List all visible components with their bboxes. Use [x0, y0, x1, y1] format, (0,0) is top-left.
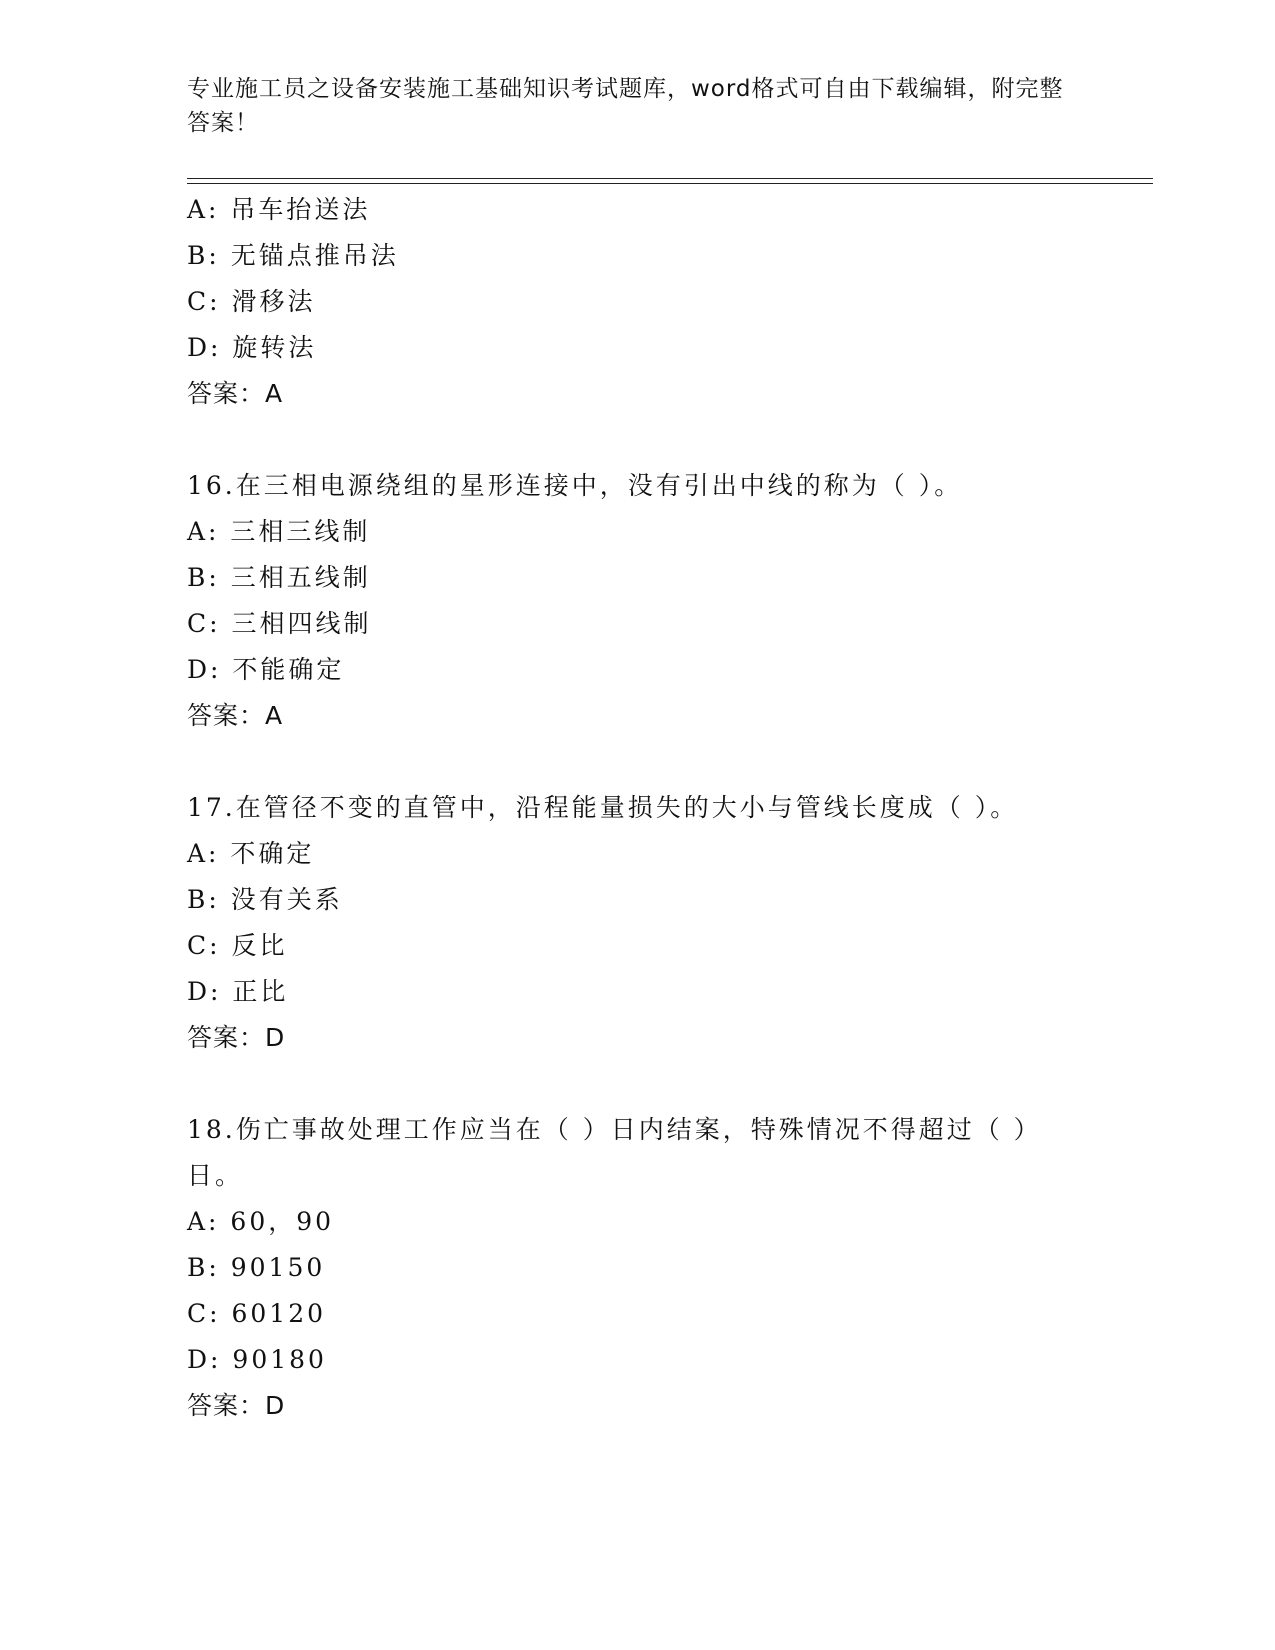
- answer: 答案：D: [187, 1391, 286, 1420]
- option-a: A: 不确定: [187, 839, 315, 868]
- option-b: B: 90150: [187, 1253, 326, 1282]
- option-c: C: 反比: [187, 931, 288, 960]
- question-text: 16.在三相电源绕组的星形连接中，没有引出中线的称为（ ）。: [187, 471, 963, 500]
- document-header: 专业施工员之设备安装施工基础知识考试题库，word格式可自由下载编辑，附完整答案！: [187, 76, 1064, 136]
- question-17: [187, 785, 1087, 1061]
- option-a: A: 60，90: [187, 1207, 335, 1236]
- answer: 答案：A: [187, 379, 284, 408]
- question-18: [187, 1107, 1087, 1429]
- question-list: [187, 187, 1087, 1429]
- header-divider-top: [187, 178, 1153, 179]
- answer: 答案：A: [187, 701, 284, 730]
- answer: 答案：D: [187, 1023, 286, 1052]
- option-d: D: 旋转法: [187, 333, 317, 362]
- option-d: D: 不能确定: [187, 655, 345, 684]
- option-b: B: 三相五线制: [187, 563, 371, 592]
- spacer: [187, 417, 1087, 463]
- option-c: C: 三相四线制: [187, 609, 372, 638]
- option-c: C: 60120: [187, 1299, 327, 1328]
- option-a: A: 吊车抬送法: [187, 195, 371, 224]
- spacer: [187, 739, 1087, 785]
- option-b: B: 没有关系: [187, 885, 343, 914]
- question-text: 17.在管径不变的直管中，沿程能量损失的大小与管线长度成（ ）。: [187, 793, 1019, 822]
- question-text: 18.伤亡事故处理工作应当在（ ）日内结案，特殊情况不得超过（ ）日。: [187, 1115, 1042, 1190]
- question-16: [187, 463, 1087, 739]
- spacer: [187, 1061, 1087, 1107]
- question-15: [187, 187, 1087, 417]
- option-d: D: 正比: [187, 977, 289, 1006]
- option-a: A: 三相三线制: [187, 517, 371, 546]
- option-d: D: 90180: [187, 1345, 327, 1374]
- header-divider-bottom: [187, 183, 1153, 184]
- option-c: C: 滑移法: [187, 287, 316, 316]
- option-b: B: 无锚点推吊法: [187, 241, 399, 270]
